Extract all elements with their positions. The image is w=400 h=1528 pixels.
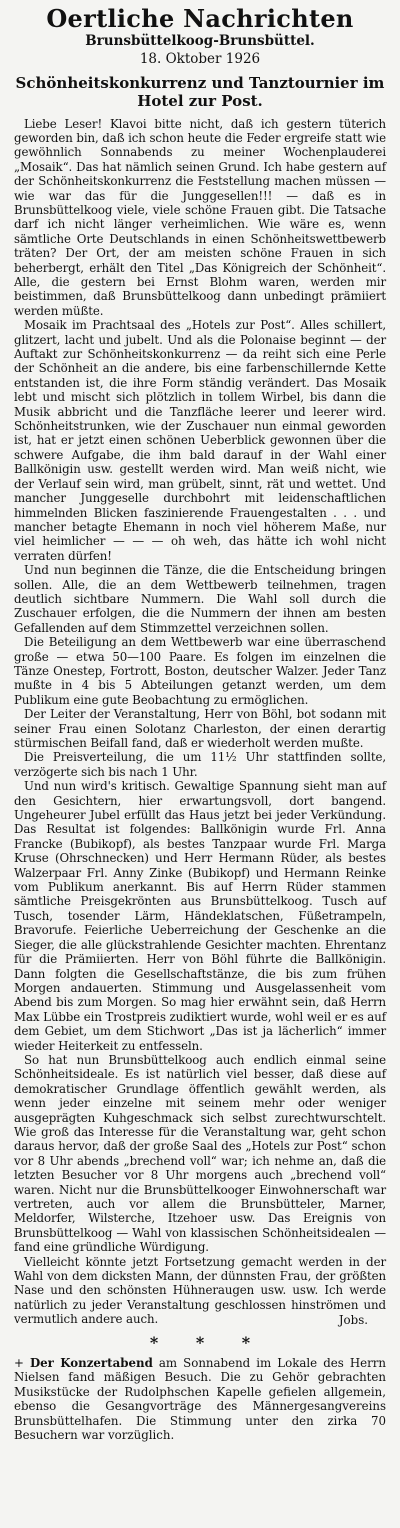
article-paragraph: Die Beteiligung an dem Wettbewerb war eine überraschend große — etwa 50—100 Paare. Es folgen im einzelnen die Tänze Onestep, Fortrott, Boston, deutscher Walzer. Jeder Tanz mußte in 4 bis 5 Abteilungen getanzt werden, um dem Publikum eine gute Beobachtung zu ermöglichen.: [14, 635, 386, 707]
article-paragraph: Die Preisverteilung, die um 11½ Uhr stattfinden sollte, verzögerte sich bis nach 1 Uhr.: [14, 750, 386, 779]
article-paragraph: Der Leiter der Veranstaltung, Herr von Böhl, bot sodann mit seiner Frau einen Solotanz Charleston, der einen derartig stürmischen Beifall fand, daß er wiederholt werden mußte.: [14, 707, 386, 750]
concert-notice: [14, 1356, 386, 1442]
article-paragraph: So hat nun Brunsbüttelkoog auch endlich einmal seine Schönheitsideale. Es ist natürlich viel besser, daß diese auf demokratischer Grundlage öffentlich gewählt werden, als wenn jeder einzelne mit seinem mehr oder weniger ausgeprägten Kuhgeschmack sich selbst zurechtwurschtelt. Wie groß das Interesse für die Veranstaltung war, geht schon daraus hervor, daß der große Saal des „Hotels zur Post“ schon vor 8 Uhr abends „brechend voll“ war; ich nehme an, daß die letzten Besucher vor 8 Uhr morgens auch „brechend voll“ waren. Nicht nur die Brunsbüttelkooger Einwohnerschaft war vertreten, auch vor allem die Brunsbütteler, Marner, Meldorfer, Wilsterche, Itzehoer usw. Das Ereignis von Brunsbüttelkoog — Wahl von klassischen Schönheitsidealen — fand eine gründliche Würdigung.: [14, 1052, 386, 1255]
masthead: [14, 6, 386, 67]
article-body: [14, 117, 386, 1328]
section-separator: * * *: [149, 1333, 267, 1353]
section-subtitle: Brunsbüttelkoog-Brunsbüttel.: [85, 33, 315, 50]
article-paragraph: Mosaik im Prachtsaal des „Hotels zur Post“. Alles schillert, glitzert, lacht und jubelt. Und als die Polonaise beginnt — der Auftakt zur Schönheitskonkurrenz — da reiht sich eine Perle der Schönheit an die andere, bis eine farbenschillernde Kette entstanden ist, die ihre Form ständig verändert. Das Mosaik lebt und mischt sich plötzlich in tollem Wirbel, bis dann die Musik abbricht und die Tanzfläche leerer und leerer wird. Schönheitstrunken, wie der Zuschauer nun einmal geworden ist, hat er jetzt einen schönen Ueberblick gewonnen über die schwere Aufgabe, die ihm bald darauf in der Wahl einer Ballkönigin usw. gestellt werden wird. Man weiß nicht, wie der Verlauf sein wird, man grübelt, sinnt, rät und wettet. Und mancher Junggeselle durchbohrt mit leidenschaftlichen himmelnden Blicken faszinierende Frauengestalten . . . und mancher betagte Ehemann in noch viel höherem Maße, nur viel heimlicher — — — oh weh, das hätte ich wohl nicht verraten dürfen!: [14, 318, 386, 563]
author-signature: Jobs.: [338, 1312, 368, 1327]
article-paragraph: Und nun wird's kritisch. Gewaltige Spannung sieht man auf den Gesichtern, hier erwartungsvoll, dort bangend. Ungeheurer Jubel erfüllt das Haus jetzt bei jeder Verkündung. Das Resultat ist folgendes: Ballkönigin wurde Frl. Anna Francke (Bubikopf), als bestes Tanzpaar wurde Frl. Marga Kruse (Ohrschnecken) und Herr Hermann Rüder, als bestes Walzerpaar Frl. Anny Zinke (Bubikopf) und Hermann Reinke vom Publikum anerkannt. Bis auf Herrn Rüder stammen sämtliche Preisgekrönten aus Brunsbüttelkoog. Tusch auf Tusch, tosender Lärm, Händeklatschen, Füßetrampeln, Bravorufe. Feierliche Ueberreichung der Geschenke an die Sieger, die alle glückstrahlende Gesichter machten. Ehrentanz für die Prämiierten. Herr von Böhl führte die Ballkönigin. Dann folgten die Gesellschaftstänze, die bis zum frühen Morgen andauerten. Stimmung und Ausgelassenheit vom Abend bis zum Morgen. So mag hier erwähnt sein, daß Herrn Max Lübbe ein Trostpreis zudiktiert wurde, wohl weil er es auf dem Gebiet, um dem Stichwort „Das ist ja lächerlich“ immer wieder Heiterkeit zu entfesseln.: [14, 779, 386, 1053]
section-title: Oertliche Nachrichten: [46, 4, 354, 33]
issue-date: 18. Oktober 1926: [139, 51, 261, 68]
article-paragraph: Vielleicht könnte jetzt Fortsetzung gemacht werden in der Wahl von dem dicksten Mann, der dünnsten Frau, der größten Nase und den schönsten Hühneraugen usw. usw. Ich werde natürlich zu jeder Veranstaltung geschlossen hinströmen und vermutlich andere auch.: [14, 1254, 386, 1327]
article-paragraph: Und nun beginnen die Tänze, die die Entscheidung bringen sollen. Alle, die an dem Wettbewerb teilnehmen, tragen deutlich sichtbare Nummern. Die Wahl soll durch die Zuschauer erfolgen, die die Nummern der ihnen am besten Gefallenden auf dem Stimmzettel verzeichnen sollen.: [14, 563, 386, 635]
article-headline: Schönheitskonkurrenz und Tanztournier im Hotel zur Post.: [15, 73, 385, 110]
notice-lead: Der Konzertabend: [29, 1356, 153, 1371]
notice-text: am Sonnabend im Lokale des Herrn Nielsen fand mäßigen Besuch. Die zu Gehör gebrachten Musikstücke der Rudolphschen Kapelle gefielen allgemein, ebenso die Gesangvorträge des Männergesangvereins Brunsbüttelhafen. Die Stimmung unter den zirka 70 Besuchern war vorzüglich.: [14, 1356, 386, 1443]
article-paragraph: Liebe Leser! Klavoi bitte nicht, daß ich gestern tüterich geworden bin, daß ich schon heute die Feder ergreife statt wie gewöhnlich Sonnabends zu meiner Wochenplauderei „Mosaik“. Das hat nämlich seinen Grund. Ich habe gestern auf der Schönheitskonkurrenz die Feststellung machen müssen — wie war das für die Junggesellen!!! — daß es in Brunsbüttelkoog viele, viele schöne Frauen gibt. Die Tatsache darf ich nicht länger verheimlichen. Wie wäre es, wenn sämtliche Orte Deutschlands in einen Schönheitswettbewerb träten? Der Ort, der am meisten schöne Frauen in sich beherbergt, erhält den Titel „Das Königreich der Schönheit“. Alle, die gestern bei Ernst Blohm waren, werden mir beistimmen, daß Brunsbüttelkoog dann unbedingt prämiiert werden müßte.: [14, 116, 386, 318]
notice-marker: +: [14, 1356, 24, 1371]
